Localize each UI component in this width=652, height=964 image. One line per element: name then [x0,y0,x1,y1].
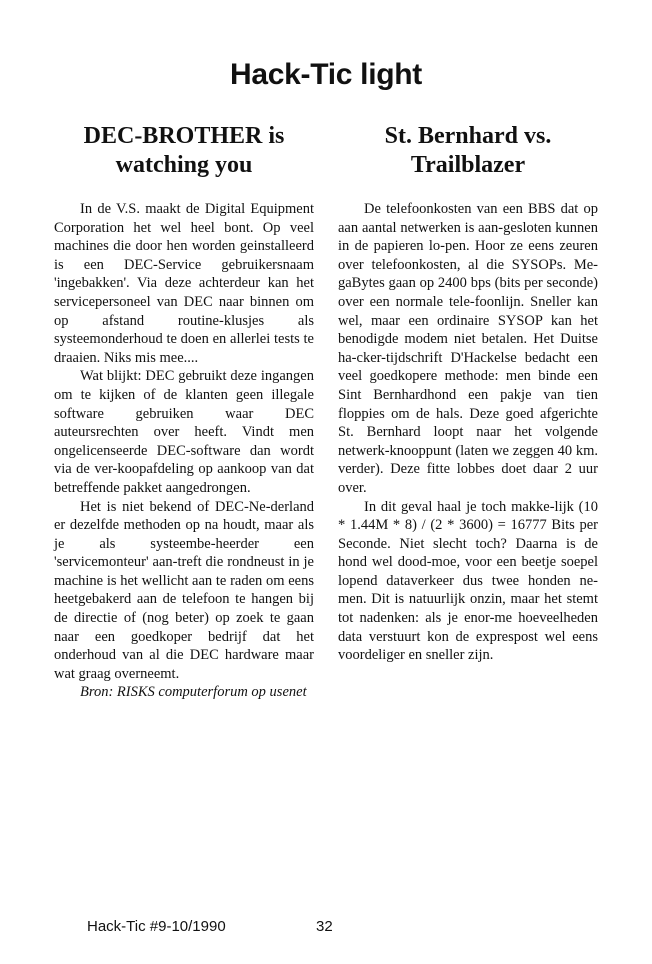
left-article [54,122,314,702]
article-body [338,200,598,665]
article-heading: St. Bernhard vs. Trailblazer [384,123,552,178]
paragraph: In dit geval haal je toch makke-lijk (10 * 1.44M * 8) / (2 * 3600) = 16777 Bits per Seconde. Niet slecht toch? Daarna is de hond wel dood-moe, voor een beetje soepel lopend dataverkeer dus twee honden ne-men. Dit is natuurlijk onzin, maar het stemt tot nadenken: als je enor-me hoeveelheden data verstuurt kon de exprespost wel eens voordeliger en sneller zijn. [338,498,598,664]
paragraph: Het is niet bekend of DEC-Ne-derland er dezelfde methoden op na houdt, maar als je als systeembe-heerder een 'servicemonteur' aan-treft die rondneust in je machine is het wellicht aan te raden om eens heetgebakerd aan de telefoon te hangen bij de directie of (nog beter) op zoek te gaan naar een goedkoper bedrijf dat het onderhoud van al die DEC hardware maar wat graag overneemt. [54,498,314,682]
page-number: 32 [316,918,333,935]
page-title: Hack-Tic light [230,58,422,91]
article-heading: DEC-BROTHER is watching you [83,123,285,178]
article-body [54,200,314,702]
footer-issue: Hack-Tic #9-10/1990 [87,918,226,935]
source-citation: Bron: RISKS computerforum op usenet [80,684,307,701]
paragraph: In de V.S. maakt de Digital Equipment Corporation het wel heel bont. Op veel machines die door hen worden geinstalleerd is een DEC-Service gebruikersnaam 'ingebakken'. Via deze achterdeur kan het servicepersoneel van DEC naar binnen om op afstand routine-klusjes als systeemonderhoud te doen en allerlei tests te draaien. Niks mis mee.... [54,201,314,366]
right-article [338,122,598,665]
paragraph: De telefoonkosten van een BBS dat op aan aantal netwerken is aan-gesloten kunnen in de papieren lo-pen. Hoor ze eens zeuren over telefoonkosten, al die SYSOPs. Me-gaBytes gaan op 2400 bps (bits per seconde) over een normale tele-foonlijn. Sneller kan wel, maar een ordinaire SYSOP kan het benodigde modem niet betalen. Het Duitse ha-cker-tijdschrift D'Hackelse bedacht een veel goedkopere methode: men binde een Sint Bernhardhond een pakje van tien floppies om de hals. Deze goed afgerichte St. Bernhard loopt naar het volgende netwerk-knooppunt (laten we zeggen 40 km. verder). Deze fitte lobbes doet daar 2 uur over. [338,201,598,496]
paragraph: Wat blijkt: DEC gebruikt deze ingangen om te kijken of de klanten geen illegale software gebruiken waar DEC auteursrechten over heeft. Vindt men ongelicenseerde DEC-software dan wordt via de ver-koopafdeling op aankoop van dat betreffende pakket aangedrongen. [54,368,314,496]
